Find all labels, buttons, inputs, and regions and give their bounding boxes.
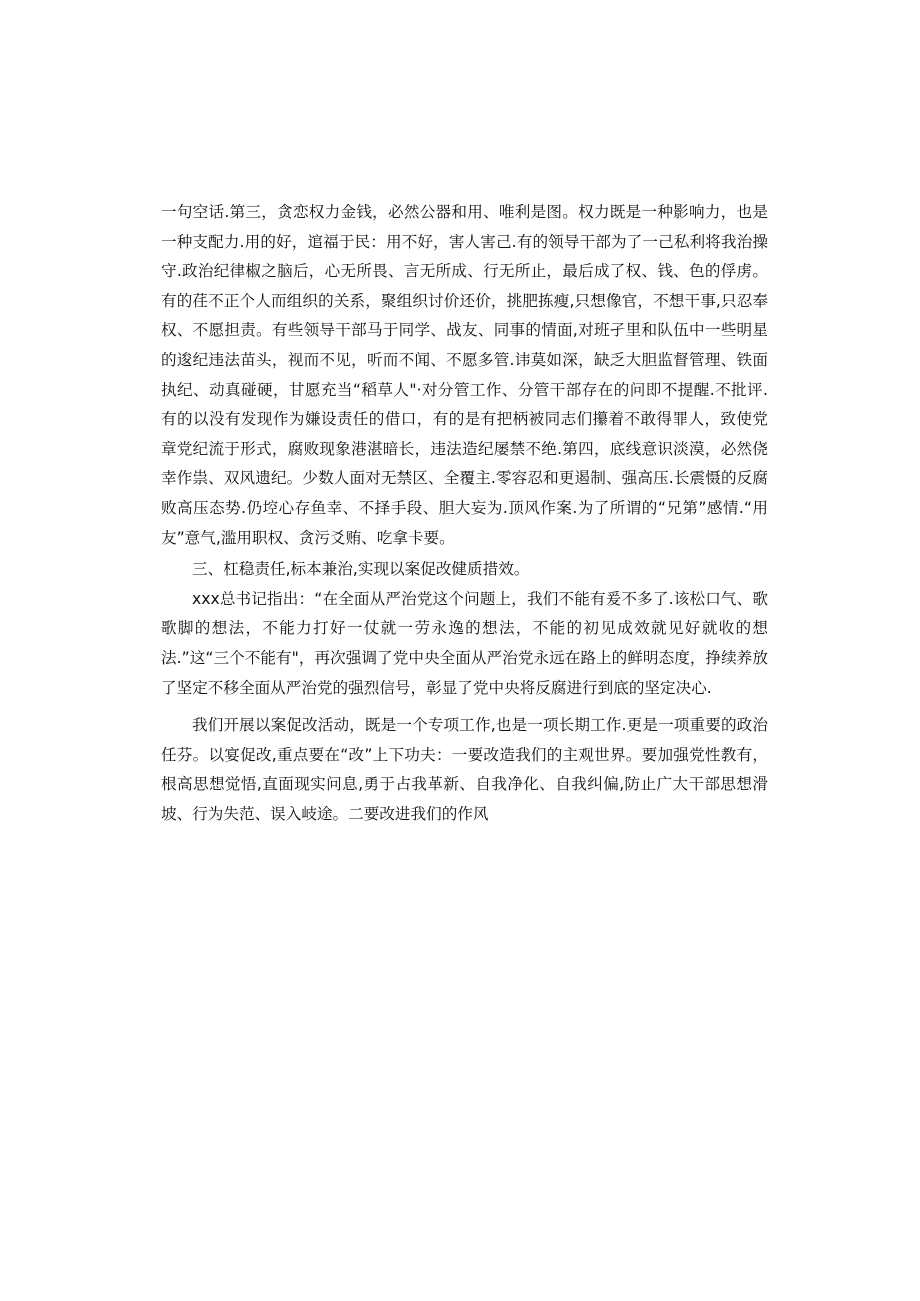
paragraph-continuation: 一句空话.第三，贪恋权力金钱，必然公器和用、唯利是图。权力既是一种影响力，也是一种支配力.用的好，逭福于民：用不好，害人害己.有的领导干部为了一己私利将我治操守.政治纪律椒之脑后，心无所畏、言无所成、行无所止，最后成了权、钱、色的俘虏。有的荏不正个人而组织的关系，聚组织讨价还价，挑肥拣瘦,只想像官，不想干事,只忍奉权、不愿担责。有些领导干部马于同学、战友、同事的情面,对班孑里和队伍中一些明星的逡纪违法苗头，视而不见，听而不闻、不愿多管.讳莫如深，缺乏大胆监督管理、铁面执纪、动真碰硬，甘愿充当“稻草人"·对分管工作、分管干部存在的问即不提醒.不批评.有的以没有发现作为嫌设责任的借口，有的是有把柄被同志们攥着不敢得罪人，致使党章党纪流于形式，腐败现象港湛暗长，违法造纪屡禁不绝.第四，底线意识淡漠，必然侥幸作祟、双风遗纪。少数人面对无禁区、全覆主.零容忍和更遏制、强高压.长震慑的反腐败高压态势.仍埪心存鱼幸、不择手段、胆大妄为.顶风作案.为了所谓的“兄第”感情.“用友”意气,滥用职权、贪污爻贿、吃拿卡要。: [161, 203, 768, 547]
paragraph-body: 我们开展以案促改活动，既是一个专项工作,也是一项长期工作.更是一项重要的政治任芬。以宴促改,重点要在“改”上下功夫：一要改造我们的主观世界。要加强党性教有，根高思想觉悟,直面现实问息,勇于占我革新、自我净化、自我纠偏,防止广大干部思想滑坡、行为失范、误入岐途。二要改进我们的作风: [161, 716, 768, 823]
document-body: [161, 198, 768, 829]
section-heading: 三、杠稳责任,标本兼治,实现以案促改健质措效。: [192, 560, 530, 579]
paragraph-quote: xxx总书记指出：“在全面从严治党这个问题上，我们不能有爰不多了.该松口气、歌歌脚的想法，不能力打好一仗就一劳永逸的想法，不能的初见成效就见好就收的想法.”这“三个不能有"，再次强调了党中央全面从严治党永远在路上的鲜明态度，挣续养放了坚定不移全面从严治党的强烈信号，彰显了党中央将反腐进行到底的坚定决心.: [161, 589, 768, 697]
